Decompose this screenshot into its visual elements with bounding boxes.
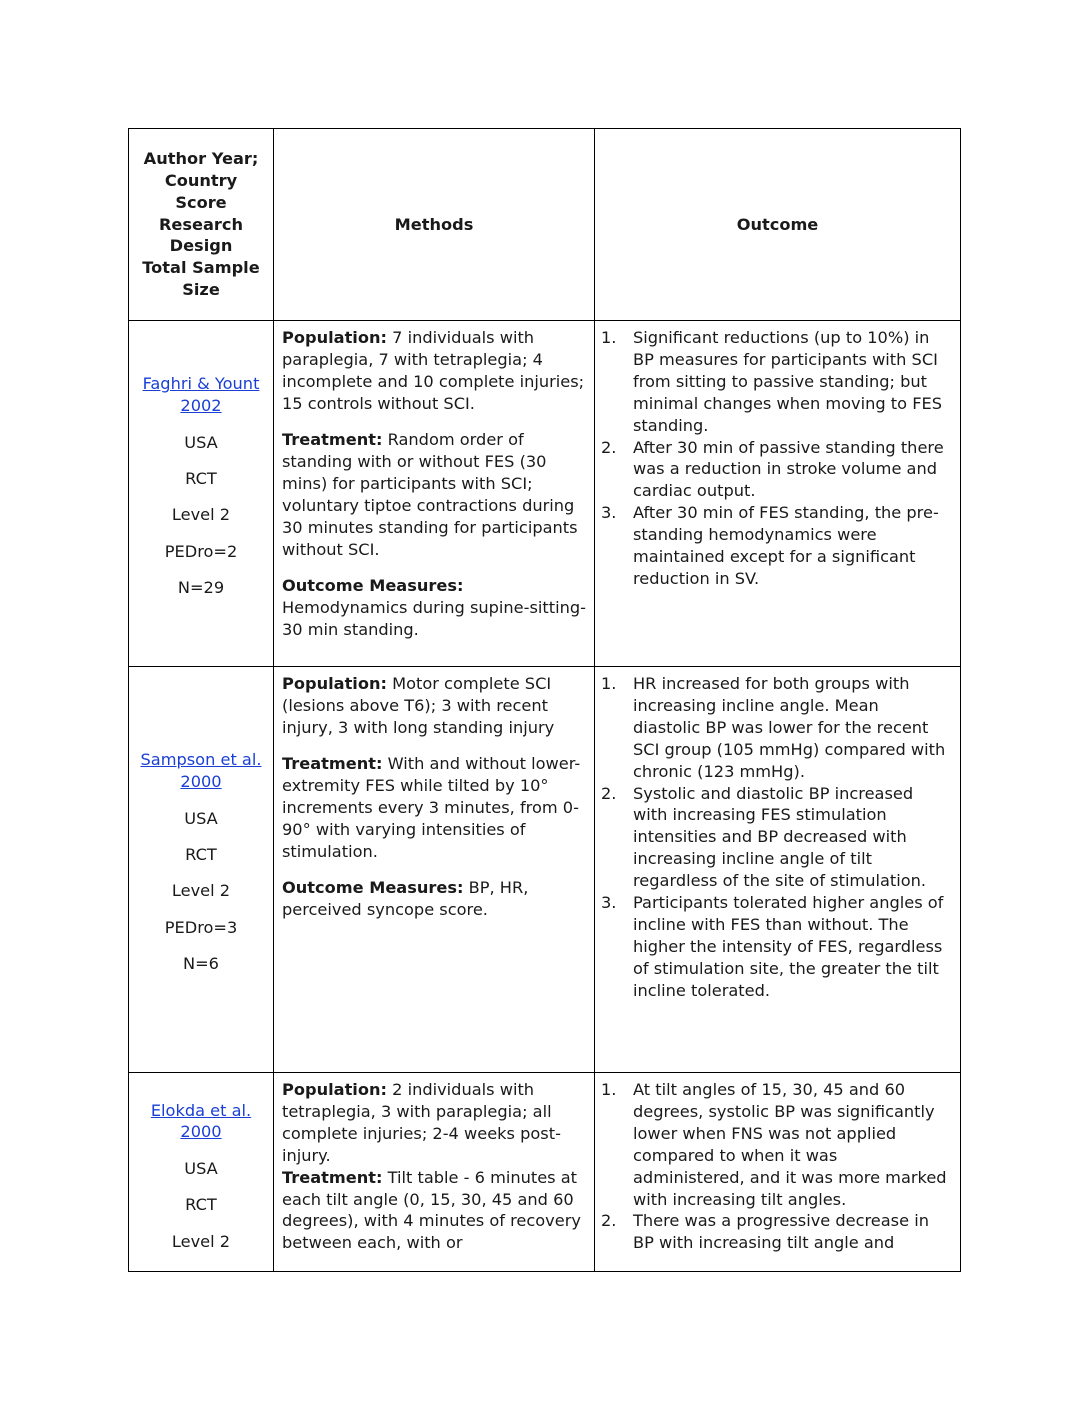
list-text: At tilt angles of 15, 30, 45 and 60 degrees, systolic BP was significantly lower when FNS was not applied compared to when it was administered, and it was more marked with increasing tilt angles. bbox=[633, 1080, 947, 1209]
methods-label: Outcome Measures: bbox=[282, 878, 464, 898]
list-number: 2. bbox=[601, 1211, 617, 1231]
design: RCT bbox=[185, 469, 217, 489]
evidence-table bbox=[128, 128, 961, 1272]
list-text: After 30 min of FES standing, the pre-standing hemodynamics were maintained except for a significant reduction in SV. bbox=[633, 503, 939, 588]
country: USA bbox=[184, 808, 218, 828]
list-item bbox=[601, 1079, 948, 1210]
header-line: Score bbox=[175, 192, 227, 212]
table-row bbox=[129, 321, 961, 667]
methods-text: Tilt table - 6 minutes at each tilt angle (0, 15, 30, 45 and 60 degrees), with 4 minutes of recovery between each, with or bbox=[282, 1167, 581, 1253]
list-item bbox=[601, 783, 948, 893]
header-line: Author Year; bbox=[143, 148, 259, 168]
study-link[interactable]: Sampson et al. 2000 bbox=[140, 750, 262, 792]
methods-text: Motor complete SCI (lesions above T6); 3 with recent injury, 3 with long standing injury bbox=[282, 674, 555, 737]
study-cell bbox=[129, 667, 274, 1073]
methods-population bbox=[282, 327, 586, 415]
list-text: Significant reductions (up to 10%) in BP measures for participants with SCI from sitting to passive standing; but minimal changes when moving to FES standing. bbox=[633, 328, 943, 435]
design: RCT bbox=[185, 1195, 217, 1215]
methods-text: 7 individuals with paraplegia, 7 with tetraplegia; 4 incomplete and 10 complete injuries; 15 controls without SCI. bbox=[282, 328, 585, 413]
header-outcome: Outcome bbox=[595, 129, 961, 321]
level: Level 2 bbox=[171, 1231, 231, 1251]
methods-treatment bbox=[282, 753, 586, 863]
list-number: 2. bbox=[601, 437, 617, 457]
list-number: 1. bbox=[601, 328, 617, 347]
pedro-score: PEDro=2 bbox=[164, 541, 238, 561]
methods-text: With and without lower-extremity FES while tilted by 10° increments every 3 minutes, from 0-90° with varying intensities of stimulation. bbox=[282, 754, 581, 861]
methods-cell bbox=[274, 321, 595, 667]
list-item bbox=[601, 673, 948, 783]
outcome-list bbox=[601, 673, 948, 1002]
methods-label: Population: bbox=[282, 328, 387, 347]
list-number: 1. bbox=[601, 1080, 617, 1099]
list-item bbox=[601, 892, 948, 1002]
header-line: Size bbox=[182, 280, 220, 300]
methods-text: Random order of standing with or without FES (30 mins) for participants with SCI; voluntary tiptoe contractions during 30 minutes standing for participants without SCI. bbox=[282, 430, 578, 559]
list-item bbox=[601, 502, 948, 590]
methods-label: Treatment: bbox=[282, 1167, 383, 1187]
study-cell bbox=[129, 321, 274, 667]
sample-size: N=29 bbox=[177, 578, 225, 598]
study-link[interactable]: Faghri & Yount 2002 bbox=[142, 374, 260, 416]
methods-label: Treatment: bbox=[282, 430, 383, 450]
list-text: HR increased for both groups with increasing incline angle. Mean diastolic BP was lower for the recent SCI group (105 mmHg) compared with chronic (123 mmHg). bbox=[633, 674, 946, 781]
list-item bbox=[601, 1210, 948, 1254]
list-text: After 30 min of passive standing there was a reduction in stroke volume and cardiac output. bbox=[633, 437, 944, 501]
level: Level 2 bbox=[171, 505, 231, 525]
list-text: Participants tolerated higher angles of incline with FES than without. The higher the intensity of FES, regardless of stimulation site, the greater the tilt incline tolerated. bbox=[633, 893, 944, 1000]
outcome-list bbox=[601, 327, 948, 590]
header-row bbox=[129, 129, 961, 321]
methods-text: BP, HR, perceived syncope score. bbox=[282, 878, 529, 920]
list-number: 2. bbox=[601, 783, 617, 803]
header-line: Design bbox=[169, 236, 233, 256]
list-number: 1. bbox=[601, 674, 617, 693]
outcome-cell bbox=[595, 1073, 961, 1272]
pedro-score: PEDro=3 bbox=[164, 917, 238, 937]
methods-text: Hemodynamics during supine-sitting-30 min standing. bbox=[282, 597, 586, 639]
methods-label: Population: bbox=[282, 1080, 387, 1099]
level: Level 2 bbox=[171, 881, 231, 901]
methods-label: Population: bbox=[282, 674, 387, 693]
table-row bbox=[129, 667, 961, 1073]
methods-text: 2 individuals with tetraplegia, 3 with paraplegia; all complete injuries; 2-4 weeks post-injury. bbox=[282, 1080, 561, 1165]
header-methods: Methods bbox=[274, 129, 595, 321]
study-cell bbox=[129, 1073, 274, 1272]
methods-cell bbox=[274, 667, 595, 1073]
methods-cell bbox=[274, 1073, 595, 1272]
list-number: 3. bbox=[601, 893, 617, 913]
outcome-cell bbox=[595, 321, 961, 667]
methods-treatment bbox=[282, 429, 586, 560]
study-link[interactable]: Elokda et al. 2000 bbox=[150, 1100, 252, 1142]
methods-outcome-measures bbox=[282, 877, 586, 921]
list-number: 3. bbox=[601, 503, 617, 523]
header-line: Research bbox=[158, 214, 244, 234]
sample-size: N=6 bbox=[183, 954, 219, 974]
design: RCT bbox=[185, 845, 217, 865]
methods-outcome-measures bbox=[282, 575, 586, 641]
methods-population bbox=[282, 1079, 586, 1167]
methods-label: Treatment: bbox=[282, 754, 383, 774]
country: USA bbox=[184, 432, 218, 452]
list-item bbox=[601, 327, 948, 437]
methods-label: Outcome Measures: bbox=[282, 576, 464, 596]
outcome-cell bbox=[595, 667, 961, 1073]
header-line: Total Sample bbox=[142, 258, 260, 278]
methods-population bbox=[282, 673, 586, 739]
outcome-list bbox=[601, 1079, 948, 1254]
list-text: Systolic and diastolic BP increased with increasing FES stimulation intensities and BP decreased with increasing incline angle of tilt regardless of the site of stimulation. bbox=[633, 783, 927, 891]
list-item bbox=[601, 437, 948, 503]
country: USA bbox=[184, 1158, 218, 1178]
table-row bbox=[129, 1073, 961, 1272]
list-text: There was a progressive decrease in BP with increasing tilt angle and bbox=[633, 1211, 929, 1253]
header-author bbox=[129, 129, 274, 321]
header-line: Country bbox=[164, 170, 238, 190]
methods-treatment bbox=[282, 1167, 586, 1255]
